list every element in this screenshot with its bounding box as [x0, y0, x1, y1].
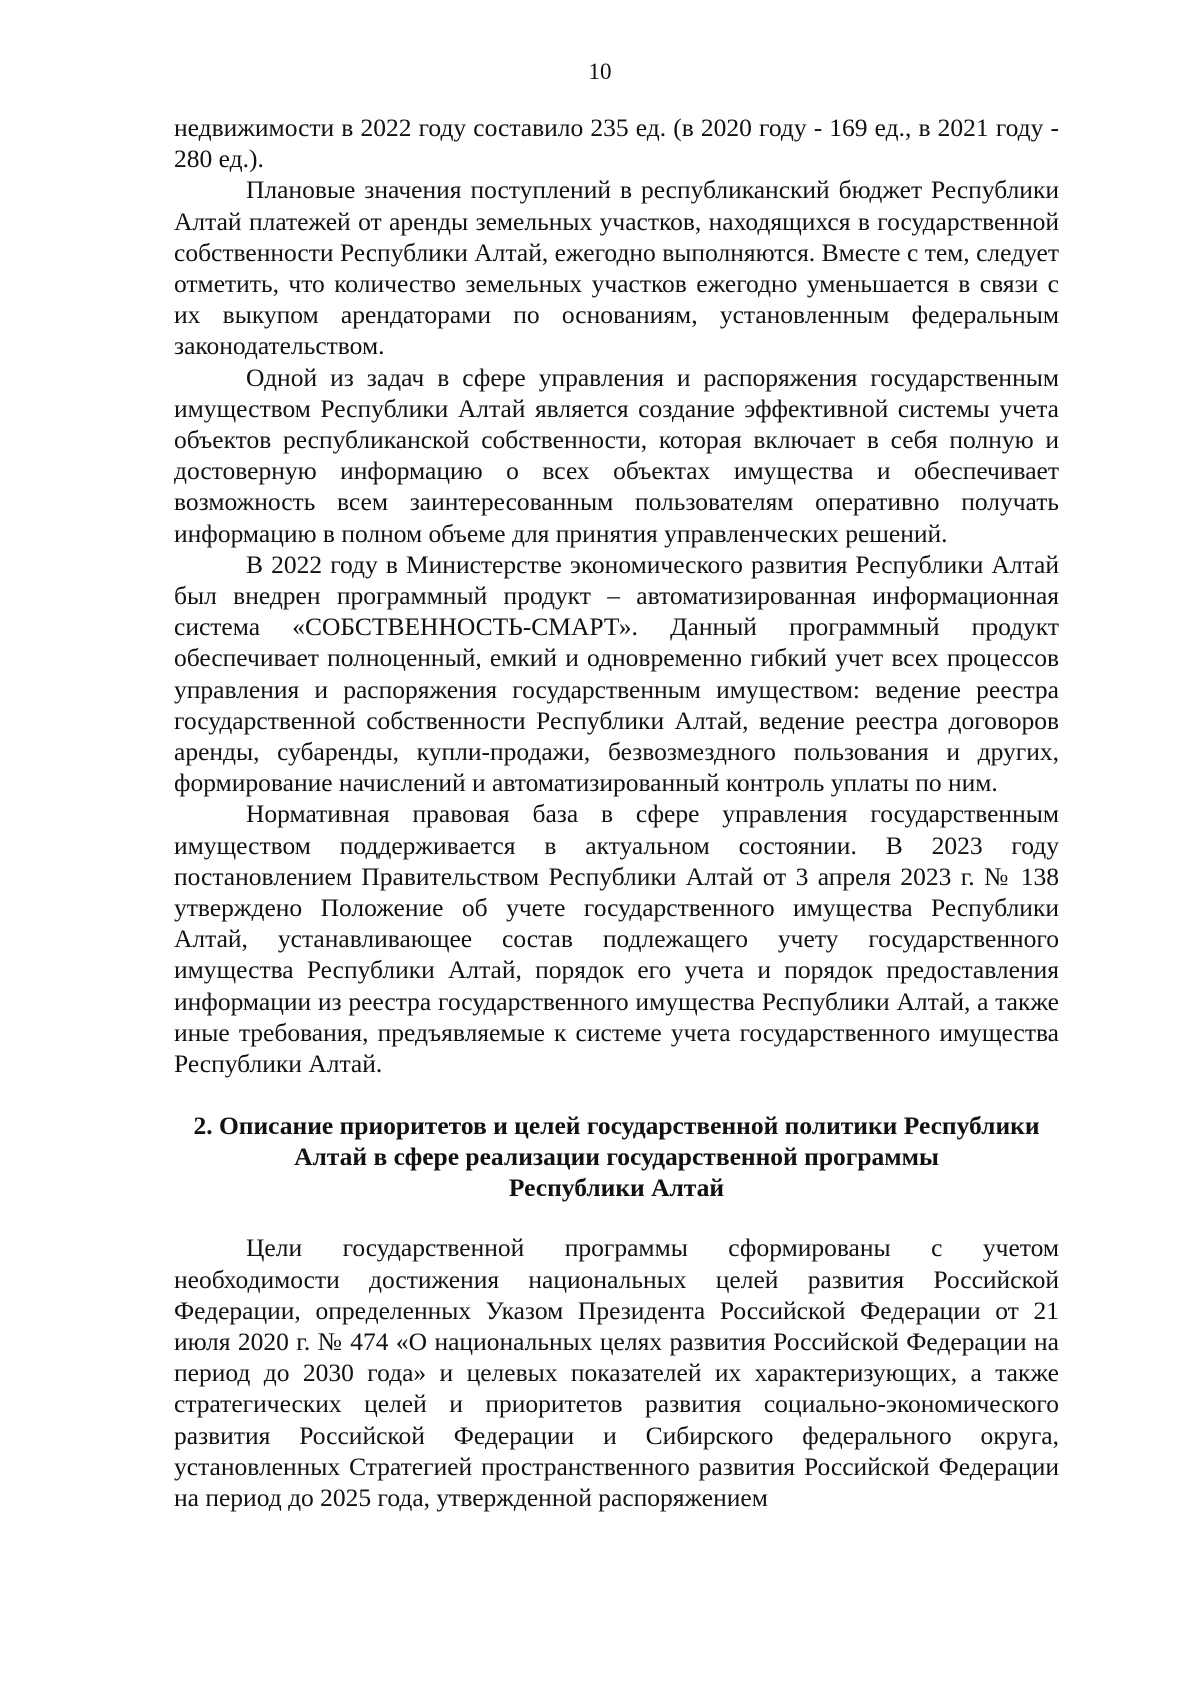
paragraph-legal-base: Нормативная правовая база в сфере управления государственным имуществом поддерживается в актуальном состоянии. В 2023 году постановлением Правительством Республики Алтай от 3 апреля 2023 г. № 138 утверждено Положение об учете государственного имущества Республики Алтай, устанавливающее состав подлежащего учету государственного имущества Республики Алтай, порядок его учета и порядок предоставления информации из реестра государственного имущества Республики Алтай, а также иные требования, предъявляемые к системе учета государственного имущества Республики Алтай.	[174, 799, 1059, 1079]
section-heading	[174, 1110, 1059, 1203]
document-body	[174, 112, 1059, 1513]
paragraph-land-lease: Плановые значения поступлений в республиканский бюджет Республики Алтай платежей от аренды земельных участков, находящихся в государственной собственности Республики Алтай, ежегодно выполняются. Вместе с тем, следует отметить, что количество земельных участков ежегодно уменьшается в связи с их выкупом арендаторами по основаниям, установленным федеральным законодательством.	[174, 175, 1059, 361]
paragraph-accounting-system: Одной из задач в сфере управления и распоряжения государственным имуществом Республики Алтай является создание эффективной системы учета объектов республиканской собственности, которая включает в себя полную и достоверную информацию о всех объектах имущества и обеспечивает возможность всем заинтересованным пользователям оперативно получать информацию в полном объеме для принятия управленческих решений.	[174, 362, 1059, 548]
section-heading-line-2: Алтай в сфере реализации государственной программы	[294, 1142, 939, 1172]
section-heading-line-3: Республики Алтай	[508, 1173, 725, 1203]
page-number: 10	[588, 59, 612, 84]
section-heading-line-1: 2. Описание приоритетов и целей государственной политики Республики	[193, 1111, 1040, 1141]
paragraph-program-goals: Цели государственной программы сформированы с учетом необходимости достижения национальных целей развития Российской Федерации, определенных Указом Президента Российской Федерации от 21 июля 2020 г. № 474 «О национальных целях развития Российской Федерации на период до 2030 года» и целевых показателей их характеризующих, а также стратегических целей и приоритетов развития социально-экономического развития Российской Федерации и Сибирского федерального округа, установленных Стратегией пространственного развития Российской Федерации на период до 2025 года, утвержденной распоряжением	[174, 1233, 1059, 1512]
paragraph-continuation: недвижимости в 2022 году составило 235 ед. (в 2020 году - 169 ед., в 2021 году - 280 ед.).	[174, 113, 1059, 174]
paragraph-software-product: В 2022 году в Министерстве экономического развития Республики Алтай был внедрен программный продукт – автоматизированная информационная система «СОБСТВЕННОСТЬ-СМАРТ». Данный программный продукт обеспечивает полноценный, емкий и одновременно гибкий учет всех процессов управления и распоряжения государственным имуществом: ведение реестра государственной собственности Республики Алтай, ведение реестра договоров аренды, субаренды, купли-продажи, безвозмездного пользования и других, формирование начислений и автоматизированный контроль уплаты по ним.	[174, 549, 1059, 798]
